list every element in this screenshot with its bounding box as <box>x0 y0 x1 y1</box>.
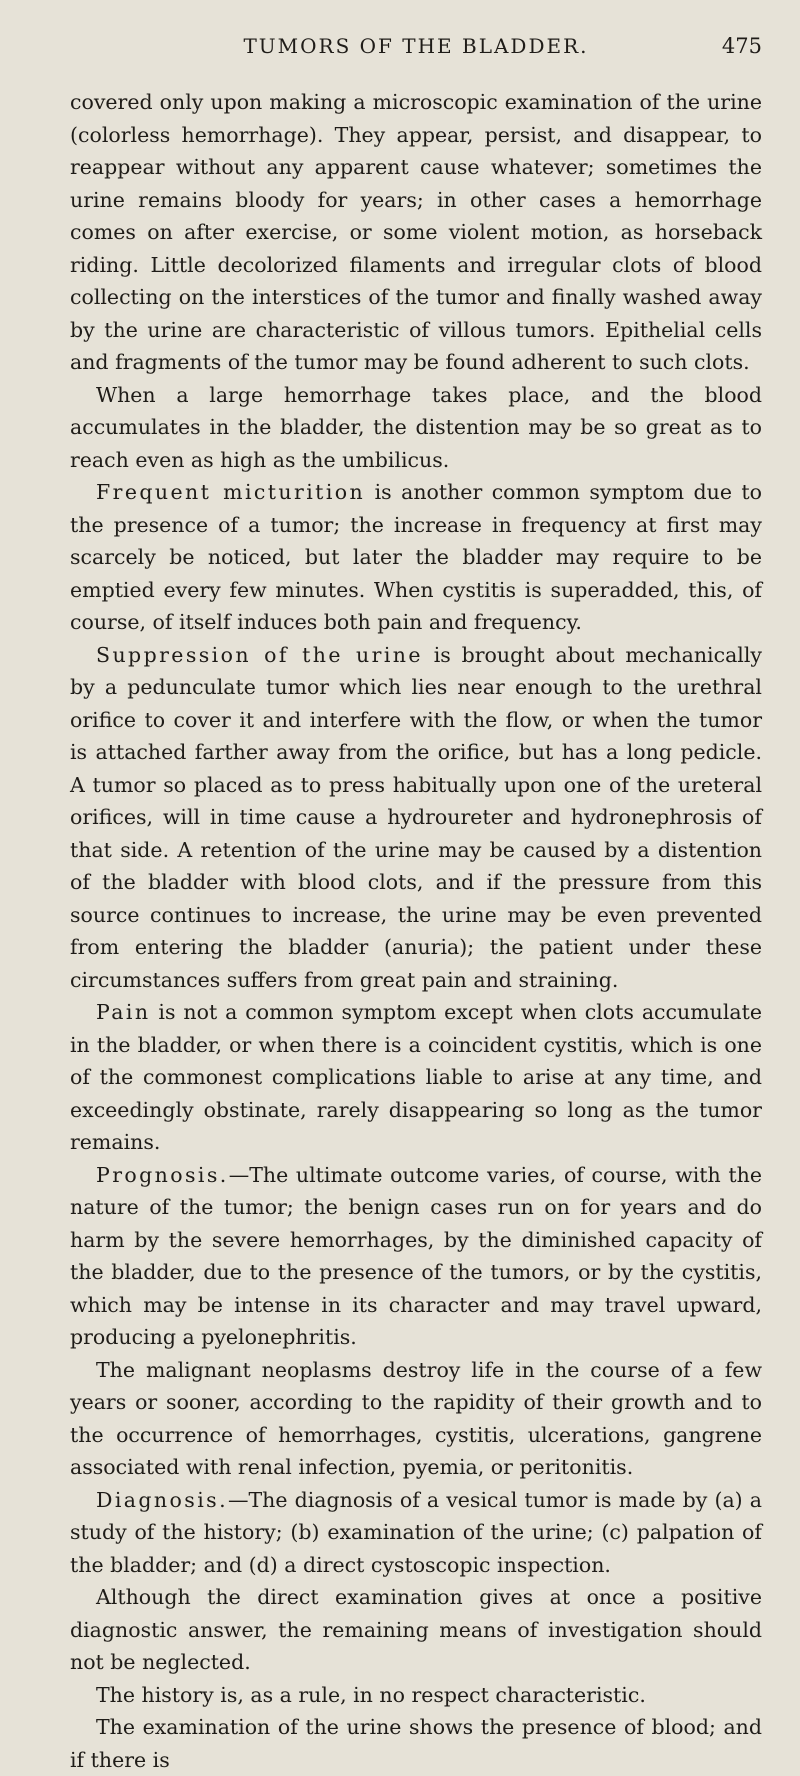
paragraph: Prognosis.—The ultimate outcome varies, of course, with the nature of the tumor; the benign cases run on for years and do harm by the severe hemorrhages, by the diminished capacity of the bladder, due to the presence of the tumors, or by the cystitis, which may be intense in its character and may travel upward, producing a pyelonephritis. <box>70 1162 762 1349</box>
paragraph-lead: Prognosis. <box>96 1162 229 1187</box>
paragraph-lead: Frequent micturition <box>96 480 366 504</box>
paragraph: The malignant neoplasms destroy life in the course of a few years or sooner, according to the rapidity of their growth and to the occurrence of hemorrhages, cystitis, ulcerations, gangrene associated with renal infection, pyemia, or peritonitis. <box>70 1357 762 1479</box>
paragraph: Although the direct examination gives at once a positive diagnostic answer, the remaining means of investigation should not be neglected. <box>70 1585 762 1674</box>
running-title: TUMORS OF THE BLADDER. <box>243 34 589 58</box>
paragraph-lead: Diagnosis. <box>96 1487 228 1512</box>
paragraph: The examination of the urine shows the presence of blood; and if there is <box>70 1715 762 1772</box>
paragraph: When a large hemorrhage takes place, and the blood accumulates in the bladder, the distention may be so great as to reach even as high as the umbilicus. <box>70 382 762 472</box>
paragraph: The history is, as a rule, in no respect characteristic. <box>96 1682 646 1707</box>
page-number: 475 <box>721 34 762 58</box>
paragraph: Diagnosis.—The diagnosis of a vesical tumor is made by (a) a study of the history; (b) examination of the urine; (c) palpation of the bladder; and (d) a direct cystoscopic inspection. <box>70 1487 762 1577</box>
paragraph: Frequent micturition is another common symptom due to the presence of a tumor; the increase in frequency at first may scarcely be noticed, but later the bladder may require to be emptied every few minutes. When cystitis is superadded, this, of course, of itself induces both pain and frequency. <box>70 480 763 634</box>
paragraph: covered only upon making a microscopic examination of the urine (colorless hemorrhage). They appear, persist, and disappear, to reappear without any apparent cause whatever; sometimes the urine remains bloody for years; in other cases a hemorrhage comes on after exercise, or some violent motion, as horseback riding. Little decolorized filaments and irregular clots of blood collecting on the interstices of the tumor and finally washed away by the urine are characteristic of villous tumors. Epithelial cells and fragments of the tumor may be found adherent to such clots. <box>70 90 762 374</box>
paragraph-lead: Pain <box>96 1000 151 1024</box>
running-head <box>70 18 762 58</box>
paragraph: Pain is not a common symptom except when clots accumulate in the bladder, or when there is a coincident cystitis, which is one of the commonest complications liable to arise at any time, and exceedingly obstinate, rarely disappearing so long as the tumor remains. <box>70 1000 762 1154</box>
paragraph: Suppression of the urine is brought about mechanically by a pedunculate tumor which lies near enough to the urethral orifice to cover it and interfere with the flow, or when the tumor is attached farther away from the orifice, but has a long pedicle. A tumor so placed as to press habitually upon one of the ureteral orifices, will in time cause a hydroureter and hydronephrosis of that side. A retention of the urine may be caused by a distention of the bladder with blood clots, and if the pressure from this source continues to increase, the urine may be even prevented from entering the bladder (anuria); the patient under these circumstances suffers from great pain and straining. <box>70 642 762 992</box>
body-text <box>70 86 762 1776</box>
paragraph-lead: Suppression of the urine <box>96 642 423 667</box>
